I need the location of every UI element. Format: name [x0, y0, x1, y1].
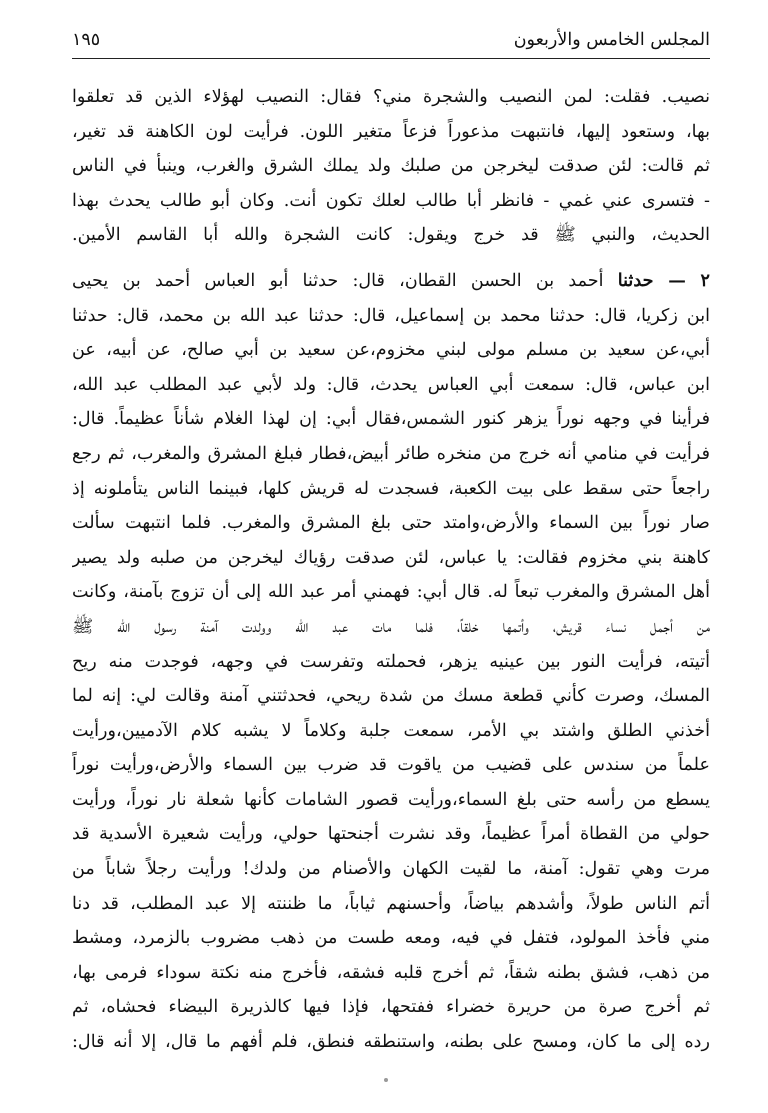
chapter-title: المجلس الخامس والأربعون [513, 30, 710, 50]
text-line: حولي من القطاة أمراً عظيماً، وقد نشرت أجنحتها حولي، ورأيت شعيرة الأسدية قد [72, 824, 710, 845]
text-line: أهل المشرق والمغرب تبعاً له. قال أبي: فهمني أمر عبد الله إلى أن تزوج بآمنة، وكانت [72, 582, 710, 603]
text-line: ثم قالت: لئن صدقت ليخرجن من صلبك ولد يملك الشرق والغرب، وينبأ في الناس [72, 156, 710, 177]
text-line: علماً من سندس على قضيب من ياقوت قد ضرب بين السماء والأرض،ورأيت نوراً [72, 755, 710, 776]
text-line: بها، وستعود إليها، فانتبهت مذعوراً فزعاً متغير اللون. فرأيت لون الكاهنة قد تغير، [72, 121, 710, 142]
paragraph-gap [72, 253, 710, 264]
text-line: فرأيت في منامي أنه خرج من منخره طائر أبيض،فطار فبلغ المشرق والمغرب، ثم رجع [72, 443, 710, 464]
text-line: أخذني الطلق واشتد بي الأمر، سمعت جلبة وكلاماً لا يشبه كلام الآدميين،ورأيت [72, 720, 710, 741]
hadith-chain-start: أحمد بن الحسن القطان، قال: حدثنا أبو العباس أحمد بن يحيى [72, 270, 604, 291]
text-line: ابن عباس، قال: سمعت أبي العباس يحدث، قال: ولد لأبي عبد المطلب عبد الله، [72, 374, 710, 395]
hadith-number: ٢ — حدثنا [617, 269, 710, 291]
text-line: راجعاً حتى سقط على بيت الكعبة، فسجدت له قريش كلها، فبينما الناس يتأملونه إذ [72, 478, 710, 499]
text-line: صار نوراً بين السماء والأرض،وامتد حتى بلغ المشرق والمغرب. فلما انتبهت سألت [72, 513, 710, 534]
text-line: نصيب. فقلت: لمن النصيب والشجرة مني؟ فقال: النصيب لهؤلاء الذين قد تعلقوا [72, 87, 710, 107]
page-number: ١٩٥ [72, 30, 101, 50]
footer-dot [384, 1078, 388, 1082]
paragraph-1 [72, 80, 710, 253]
text-line: أتيته، فرأيت النور بين عينيه يزهر، فحملته وتفرست في وجهه، فوجدت منه ريح [72, 651, 710, 672]
text-line: ثم أخرج صرة من حريرة خضراء ففتحها، فإذا فيها كالذريرة البيضاء فحشاه، ثم [72, 997, 710, 1018]
text-line: رده إلى ما كان، ومسح على بطنه، واستنطقه فنطق، فلم أفهم ما قال، إلا أنه قال: [72, 1032, 710, 1053]
body-text [72, 80, 710, 1060]
text-line: مني فأخذ المولود، فتفل في فيه، ومعه طست من ذهب مضروب بالزمرد، ومشط [72, 928, 710, 949]
text-line: كاهنة بني مخزوم فقالت: يا عباس، لئن صدقت رؤياك ليخرجن من صلبه ولد يصير [72, 547, 710, 568]
text-line: أتم الناس طولاً، وأشدهم بياضاً، وأحسنهم ثياباً، ما ظننته إلا عبد المطلب، قد دنا [72, 893, 710, 914]
text-line: أبي،عن سعيد بن مسلم مولى لبني مخزوم،عن سعيد بن أبي صالح، عن أبيه، عن [72, 340, 710, 361]
text-line: - فتسرى عني غمي - فانظر أبا طالب لعلك تكون أنت. وكان أبو طالب يحدث بهذا [72, 190, 710, 211]
text-line: مرت وهي تقول: آمنة، ما لقيت الكهان والأصنام من ولدك! ورأيت رجلاً شاباً من [72, 859, 710, 880]
paragraph-2 [72, 264, 710, 1060]
text-line: فرأينا في وجهه نوراً يزهر كنور الشمس،فقال أبي: إن لهذا الغلام شأناً عظيماً. قال: [72, 409, 710, 430]
text-line: المسك، وصرت كأني قطعة مسك من شدة ريحي، فحدثتني آمنة وقالت لي: إنه لما [72, 686, 710, 707]
text-line: من أجمل نساء قريش، وأتمها خلقاً، فلما مات عبد الله وولدت آمنة رسول الله ﷺ [72, 616, 710, 637]
text-line-first [72, 264, 710, 299]
text-line: من ذهب، فشق بطنه شقاً، ثم أخرج قلبه فشقه، فأخرج منه نكتة سوداء فرمى بها، [72, 962, 710, 983]
text-line: يسطع من رأسه حتى بلغ السماء،ورأيت قصور الشامات كأنها شعلة نار نوراً، ورأيت [72, 789, 710, 810]
text-line: الحديث، والنبي ﷺ قد خرج ويقول: كانت الشجرة والله أبا القاسم الأمين. [72, 225, 710, 246]
text-line: ابن زكريا، قال: حدثنا محمد بن إسماعيل، قال: حدثنا عبد الله بن محمد، قال: حدثنا [72, 305, 710, 326]
running-header [72, 24, 710, 59]
